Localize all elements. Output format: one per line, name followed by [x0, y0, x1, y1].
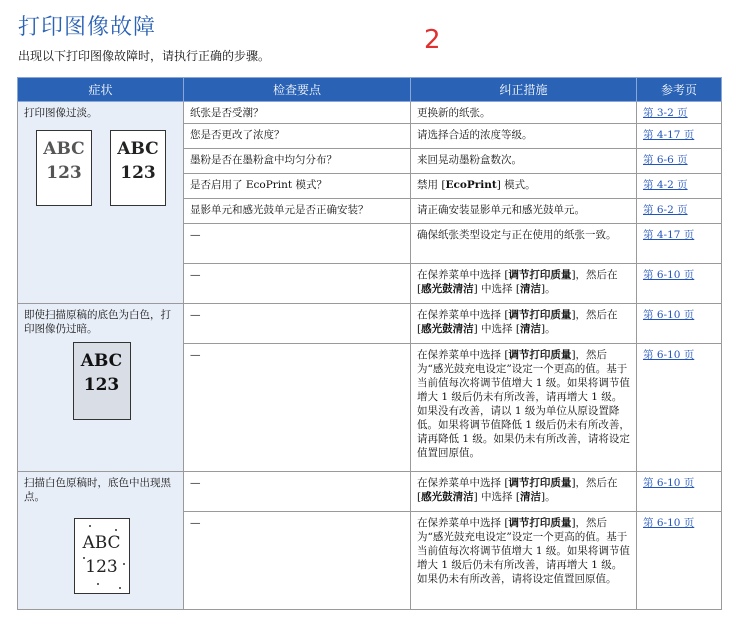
check-cell: — — [184, 512, 411, 610]
table-row — [18, 472, 722, 512]
action-cell: 在保养菜单中选择 [调节打印质量]，然后在 [感光鼓清洁] 中选择 [清洁]。 — [411, 472, 637, 512]
symptom-text: 打印图像过淡。 — [24, 107, 98, 119]
check-cell: — — [184, 344, 411, 472]
action-cell: 更换新的纸张。 — [411, 102, 637, 124]
ref-link[interactable]: 第 6-10 页 — [643, 269, 695, 281]
action-cell: 在保养菜单中选择 [调节打印质量]，然后为“感光鼓充电设定”设定一个更高的值。基于当前值每次将调节值增大 1 级。如果将调节值增大 1 级后仍未有所改善，请再增大 1 级。如果没有改善，请以 1 级为单位从原设置降低。如果将调节值降低 1 级后仍未有所改善，请再降低 1 级。如果仍未有所改善，请将设定值置回原值。 — [411, 344, 637, 472]
action-cell: 请选择合适的浓度等级。 — [411, 124, 637, 149]
check-cell: 您是否更改了浓度？ — [184, 124, 411, 149]
check-cell: — — [184, 224, 411, 264]
ref-link[interactable]: 第 6-6 页 — [643, 154, 688, 166]
check-cell: 纸张是否受潮？ — [184, 102, 411, 124]
action-cell: 在保养菜单中选择 [调节打印质量]，然后在 [感光鼓清洁] 中选择 [清洁]。 — [411, 264, 637, 304]
check-cell: — — [184, 304, 411, 344]
action-cell: 来回晃动墨粉盒数次。 — [411, 149, 637, 174]
page-subtitle: 出现以下打印图像故障时，请执行正确的步骤。 — [18, 49, 271, 63]
check-cell: 是否启用了 EcoPrint 模式？ — [184, 174, 411, 199]
ref-cell — [637, 304, 722, 344]
ref-link[interactable]: 第 6-2 页 — [643, 204, 688, 216]
ref-cell — [637, 224, 722, 264]
action-cell: 在保养菜单中选择 [调节打印质量]，然后在 [感光鼓清洁] 中选择 [清洁]。 — [411, 304, 637, 344]
action-cell: 在保养菜单中选择 [调节打印质量]，然后为“感光鼓充电设定”设定一个更高的值。基于当前值每次将调节值增大 1 级。如果将调节值增大 1 级后仍未有所改善，请再增大 1 级。如果仍未有所改善，请将设定值置回原值。 — [411, 512, 637, 610]
ref-link[interactable]: 第 6-10 页 — [643, 477, 695, 489]
ref-link[interactable]: 第 4-17 页 — [643, 129, 695, 141]
header-reference-page: 参考页 — [637, 78, 722, 102]
ref-link[interactable]: 第 4-2 页 — [643, 179, 688, 191]
ref-cell — [637, 344, 722, 472]
symptom-cell-faint — [18, 102, 184, 304]
ref-cell — [637, 264, 722, 304]
check-cell: 显影单元和感光鼓单元是否正确安装？ — [184, 199, 411, 224]
sample-image-faint: ABC 123 — [36, 130, 92, 206]
ref-cell — [637, 149, 722, 174]
sample-image-black-dots: ABC 123 — [74, 518, 130, 594]
sample-image-dark: ABC 123 — [73, 342, 131, 420]
ref-link[interactable]: 第 6-10 页 — [643, 517, 695, 529]
check-cell: — — [184, 264, 411, 304]
table-row — [18, 102, 722, 124]
action-cell: 请正确安装显影单元和感光鼓单元。 — [411, 199, 637, 224]
check-cell: — — [184, 472, 411, 512]
page-title: 打印图像故障 — [18, 15, 157, 40]
ref-link[interactable]: 第 6-10 页 — [643, 349, 695, 361]
ref-link[interactable]: 第 6-10 页 — [643, 309, 695, 321]
header-symptom: 症状 — [18, 78, 184, 102]
ref-link[interactable]: 第 3-2 页 — [643, 107, 688, 119]
action-cell: 禁用 [EcoPrint] 模式。 — [411, 174, 637, 199]
symptom-text: 扫描白色原稿时，底色中出现黑点。 — [24, 477, 171, 503]
symptom-cell-dark — [18, 304, 184, 472]
symptom-cell-black-dots — [18, 472, 184, 610]
ref-cell — [637, 174, 722, 199]
troubleshooting-table — [17, 77, 722, 610]
ref-cell — [637, 472, 722, 512]
ref-cell — [637, 199, 722, 224]
ref-cell — [637, 124, 722, 149]
check-cell: 墨粉是否在墨粉盒中均匀分布？ — [184, 149, 411, 174]
ref-cell — [637, 512, 722, 610]
header-corrective-action: 纠正措施 — [411, 78, 637, 102]
action-cell: 确保纸张类型设定与正在使用的纸张一致。 — [411, 224, 637, 264]
ref-cell — [637, 102, 722, 124]
header-check-point: 检查要点 — [184, 78, 411, 102]
table-row — [18, 304, 722, 344]
sample-image-normal: ABC 123 — [110, 130, 166, 206]
page-number-mark: 2 — [424, 25, 441, 55]
symptom-text: 即使扫描原稿的底色为白色，打印图像仍过暗。 — [24, 309, 171, 335]
ref-link[interactable]: 第 4-17 页 — [643, 229, 695, 241]
table-header-row — [18, 78, 722, 102]
sample-images — [36, 130, 179, 206]
